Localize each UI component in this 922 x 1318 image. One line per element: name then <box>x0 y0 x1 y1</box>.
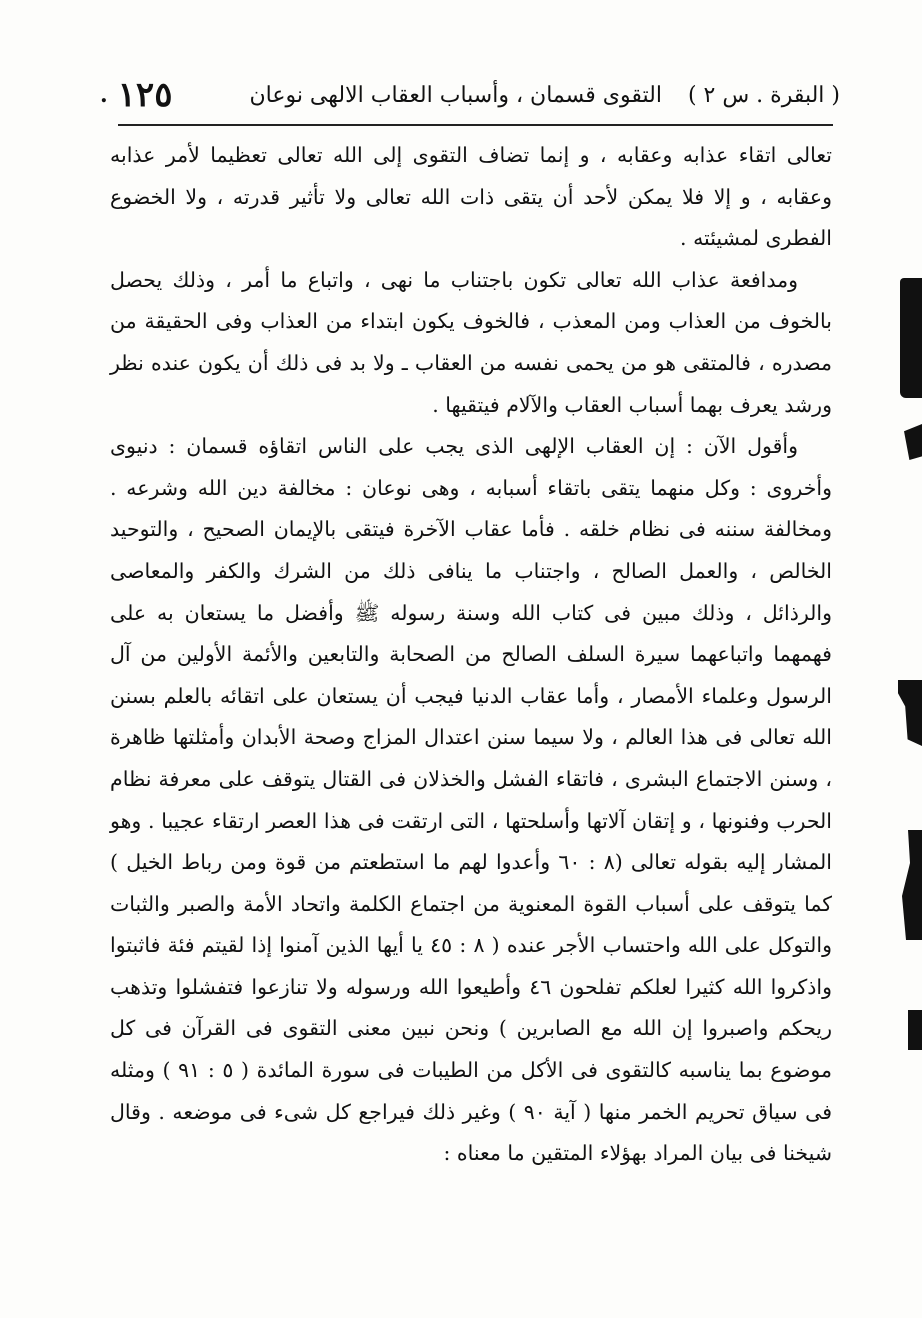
page-number: ١٢٥ <box>117 75 173 115</box>
scan-edge-mark <box>898 680 922 746</box>
scan-edge-mark <box>900 278 922 398</box>
paragraph-3: وأقول الآن : إن العقاب الإلهى الذى يجب على الناس اتقاؤه قسمان : دنيوى وأخروى : وكل منهما يتقى باتقاء أسبابه ، وهى نوعان : مخالفة دين الله وشرعه . ومخالفة سننه فى نظام خلقه . فأما عقاب الآخرة فيتقى بالإيمان الصحيح ، والتوحيد الخالص ، والعمل الصالح ، واجتناب ما ينافى ذلك من الشرك والكفر والمعاصى والرذائل ، وذلك مبين فى كتاب الله وسنة رسوله ﷺ وأفضل ما يستعان به على فهمهما واتباعهما سيرة السلف الصالح من الصحابة والتابعين والأئمة الأولين من آل الرسول وعلماء الأمصار ، وأما عقاب الدنيا فيجب أن يستعان على اتقائه بالعلم بسنن الله تعالى فى هذا العالم ، ولا سيما سنن اعتدال المزاج وصحة الأبدان وأمثلتها ظاهرة ، وسنن الاجتماع البشرى ، فاتقاء الفشل والخذلان فى القتال يتوقف على معرفة نظام الحرب وفنونها ، و إتقان آلاتها وأسلحتها ، التى ارتقت فى هذا العصر ارتقاء عجيبا . وهو المشار إليه بقوله تعالى (٨ : ٦٠ وأعدوا لهم ما استطعتم من قوة ومن رباط الخيل ) كما يتوقف على أسباب القوة المعنوية من اجتماع الكلمة واتحاد الأمة والصبر والثبات والتوكل على الله واحتساب الأجر عنده ( ٨ : ٤٥ يا أيها الذين آمنوا إذا لقيتم فئة فاثبتوا واذكروا الله كثيرا لعلكم تفلحون ٤٦ وأطيعوا الله ورسوله ولا تنازعوا فتفشلوا وتذهب ريحكم واصبروا إن الله مع الصابرين ) ونحن نبين معنى التقوى فى القرآن فى كل موضوع بما يناسبه كالتقوى فى الأكل من الطيبات فى سورة المائدة ( ٥ : ٩١ ) ومثله فى سياق تحريم الخمر منها ( آية ٩٠ ) وغير ذلك فيراجع كل شىء فى موضعه . وقال شيخنا فى بيان المراد بهؤلاء المتقين ما معناه : <box>110 434 833 1166</box>
section-reference: ( البقرة . س ٢ ) <box>687 82 840 108</box>
header-divider <box>118 124 833 126</box>
running-title: التقوى قسمان ، وأسباب العقاب الالهى نوعان <box>249 82 662 108</box>
page-header <box>100 70 840 120</box>
page-number-group <box>100 70 172 120</box>
scan-edge-mark <box>908 1010 922 1050</box>
body-text <box>110 135 832 1175</box>
paragraph-2: ومدافعة عذاب الله تعالى تكون باجتناب ما نهى ، واتباع ما أمر ، وذلك يحصل بالخوف من العذاب ومن المعذب ، فالخوف يكون ابتداء من العذاب وفى الحقيقة من مصدره ، فالمتقى هو من يحمى نفسه من العقاب ـ ولا بد فى ذلك أن يكون عنده نظر ورشد يعرف بهما أسباب العقاب والآلام فيتقيها . <box>110 267 832 417</box>
paragraph-continuation: تعالى اتقاء عذابه وعقابه ، و إنما تضاف التقوى إلى الله تعالى تعظيما لأمر عذابه وعقابه ، و إلا فلا يمكن لأحد أن يتقى ذات الله تعالى ولا تأثير قدرته ، ولا الخضوع الفطرى لمشيئته . <box>110 143 832 251</box>
header-dot: . <box>100 82 108 108</box>
scan-edge-mark <box>904 424 922 460</box>
scan-edge-mark <box>902 830 922 940</box>
